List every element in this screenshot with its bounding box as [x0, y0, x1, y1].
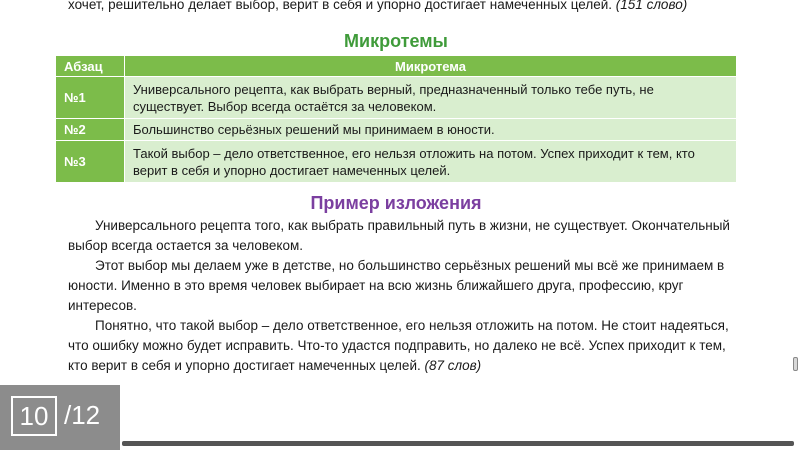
paragraph-number: №3	[56, 141, 125, 183]
microthemes-title: Микротемы	[344, 31, 448, 51]
word-count-note: (87 слов)	[424, 358, 482, 373]
table-row	[56, 119, 737, 141]
microtheme-text: Универсального рецепта, как выбрать верный, предназначенный только тебе путь, не существует. Выбор всегда остаётся за человеком.	[125, 77, 737, 119]
header-paragraph: Абзац	[56, 56, 125, 77]
paragraph-text: Понятно, что такой выбор – дело ответственное, его нельзя отложить на потом. Не стоит надеяться, что ошибку можно будет исправить. Что-то удастся подправить, но далеко не всё. Успех приходит к тем, кто верит в себя и упорно достигает намеченных целей.	[68, 318, 729, 373]
microthemes-table	[55, 55, 737, 183]
header-microtheme: Микротема	[125, 56, 737, 77]
page-indicator[interactable]	[0, 385, 120, 450]
scroll-thumb[interactable]	[793, 357, 798, 371]
table-row	[56, 77, 737, 119]
progress-scrollbar[interactable]	[122, 441, 794, 446]
current-page[interactable]: 10	[11, 396, 57, 436]
table-row	[56, 141, 737, 183]
microtheme-text: Большинство серьёзных решений мы принимаем в юности.	[125, 119, 737, 141]
example-paragraph-2	[68, 256, 748, 316]
example-paragraph-1	[68, 216, 748, 256]
example-paragraph-3	[68, 316, 748, 376]
example-title: Пример изложения	[310, 193, 482, 213]
total-pages: /12	[64, 400, 101, 430]
paragraph-number: №2	[56, 119, 125, 141]
previous-text: хочет, решительно делает выбор, верит в себя и упорно достигает намеченных целей.	[68, 0, 613, 12]
table-header-row	[56, 56, 737, 77]
microtheme-text: Такой выбор – дело ответственное, его нельзя отложить на потом. Успех приходит к тем, кто верит в себя и упорно достигает намеченных целей.	[125, 141, 737, 183]
paragraph-number: №1	[56, 77, 125, 119]
word-count-note: (151 слово)	[615, 0, 688, 12]
previous-text-line	[68, 0, 768, 14]
paragraph-text: Универсального рецепта того, как выбрать правильный путь в жизни, не существует. Окончательный выбор всегда остается за человеком.	[68, 218, 730, 253]
paragraph-text: Этот выбор мы делаем уже в детстве, но большинство серьёзных решений мы всё же принимаем в юности. Именно в это время человек выбирает на всю жизнь ближайшего друга, профессию, круг интересов.	[68, 258, 725, 313]
